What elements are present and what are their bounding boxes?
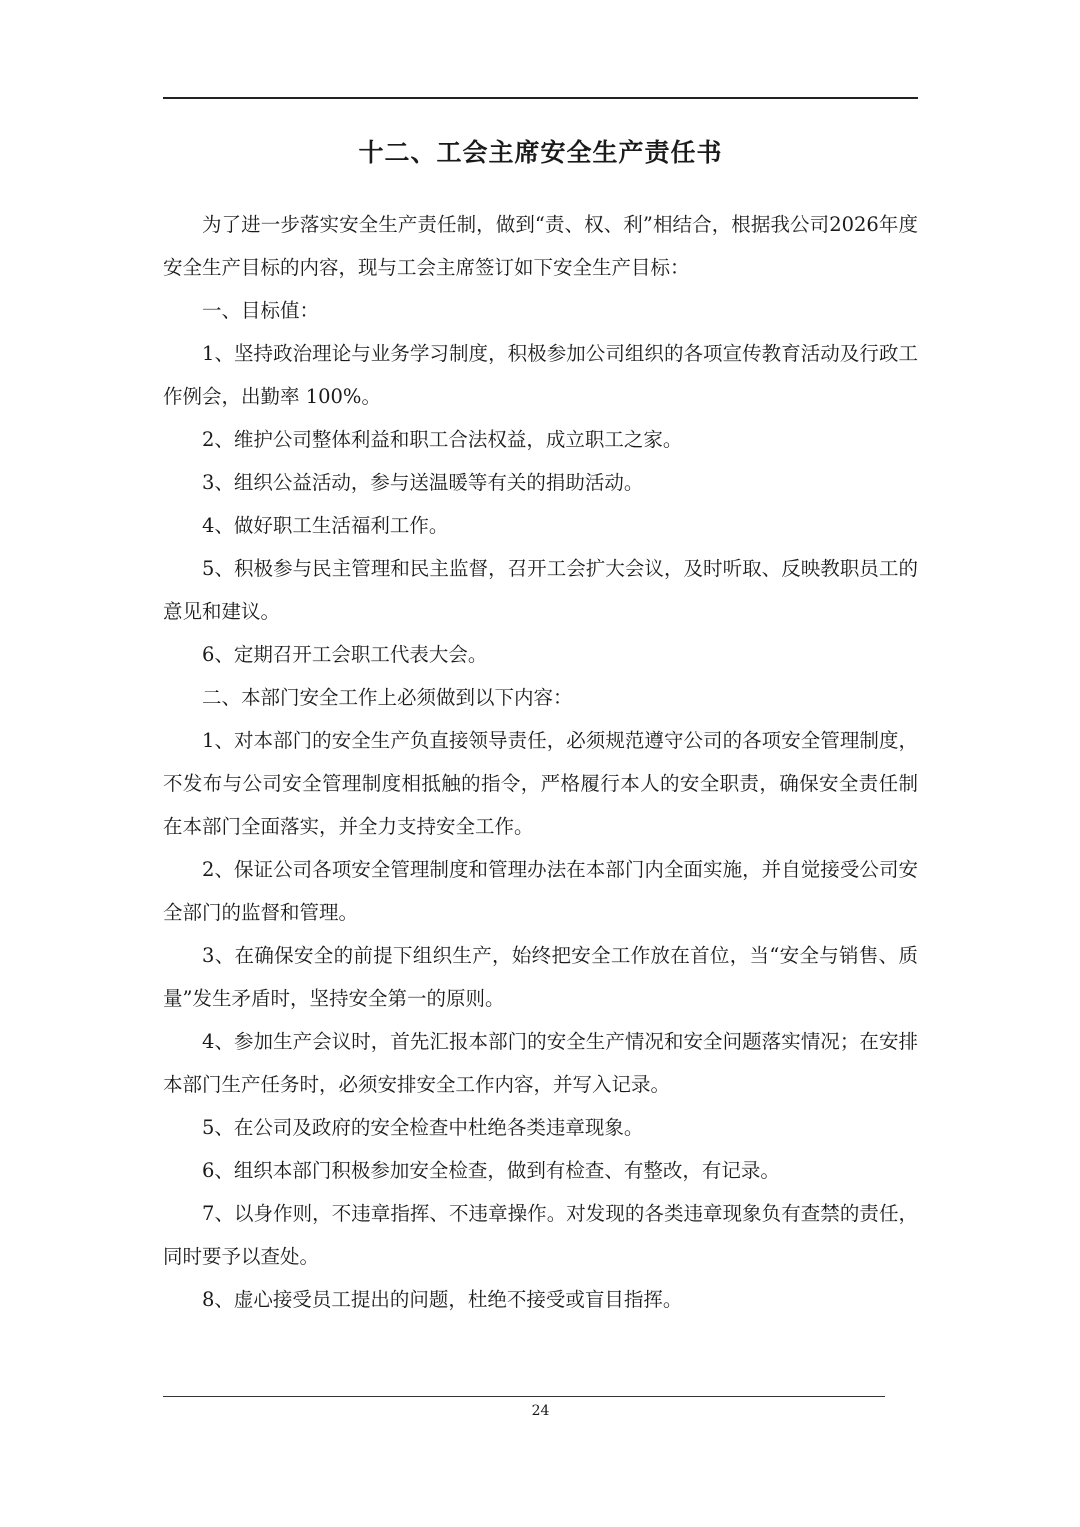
target-item-6: 6、定期召开工会职工代表大会。 [202,643,488,666]
header-rule [163,97,918,99]
document-title: 十二、工会主席安全生产责任书 [358,138,723,167]
requirement-item-3: 3、在确保安全的前提下组织生产，始终把安全工作放在首位，当“安全与销售、质量”发生矛盾时，坚持安全第一的原则。 [163,944,918,1010]
target-item-3: 3、组织公益活动，参与送温暖等有关的捐助活动。 [202,471,644,494]
document-body [163,203,918,1321]
intro-paragraph: 为了进一步落实安全生产责任制，做到“责、权、利”相结合，根据我公司2026年度安全生产目标的内容，现与工会主席签订如下安全生产目标： [163,213,918,279]
requirement-item-5: 5、在公司及政府的安全检查中杜绝各类违章现象。 [202,1116,644,1139]
requirement-item-8: 8、虚心接受员工提出的问题，杜绝不接受或盲目指挥。 [202,1288,683,1311]
requirement-item-7: 7、以身作则，不违章指挥、不违章操作。对发现的各类违章现象负有查禁的责任，同时要予以查处。 [163,1202,918,1268]
target-item-1: 1、坚持政治理论与业务学习制度，积极参加公司组织的各项宣传教育活动及行政工作例会，出勤率 100%。 [163,342,918,408]
section-heading-targets: 一、目标值： [202,299,320,322]
requirement-item-2: 2、保证公司各项安全管理制度和管理办法在本部门内全面实施，并自觉接受公司安全部门的监督和管理。 [163,858,918,924]
page-number: 24 [531,1403,550,1419]
target-item-5: 5、积极参与民主管理和民主监督，召开工会扩大会议，及时听取、反映教职员工的意见和建议。 [163,557,918,623]
footer-rule [163,1396,885,1397]
target-item-4: 4、做好职工生活福利工作。 [202,514,449,537]
requirement-item-1: 1、对本部门的安全生产负直接领导责任，必须规范遵守公司的各项安全管理制度，不发布与公司安全管理制度相抵触的指令，严格履行本人的安全职责，确保安全责任制在本部门全面落实，并全力支持安全工作。 [163,729,918,838]
section-heading-requirements: 二、本部门安全工作上必须做到以下内容： [202,686,573,709]
requirement-item-6: 6、组织本部门积极参加安全检查，做到有检查、有整改，有记录。 [202,1159,780,1182]
target-item-2: 2、维护公司整体利益和职工合法权益，成立职工之家。 [202,428,683,451]
requirement-item-4: 4、参加生产会议时，首先汇报本部门的安全生产情况和安全问题落实情况；在安排本部门生产任务时，必须安排安全工作内容，并写入记录。 [163,1030,918,1096]
